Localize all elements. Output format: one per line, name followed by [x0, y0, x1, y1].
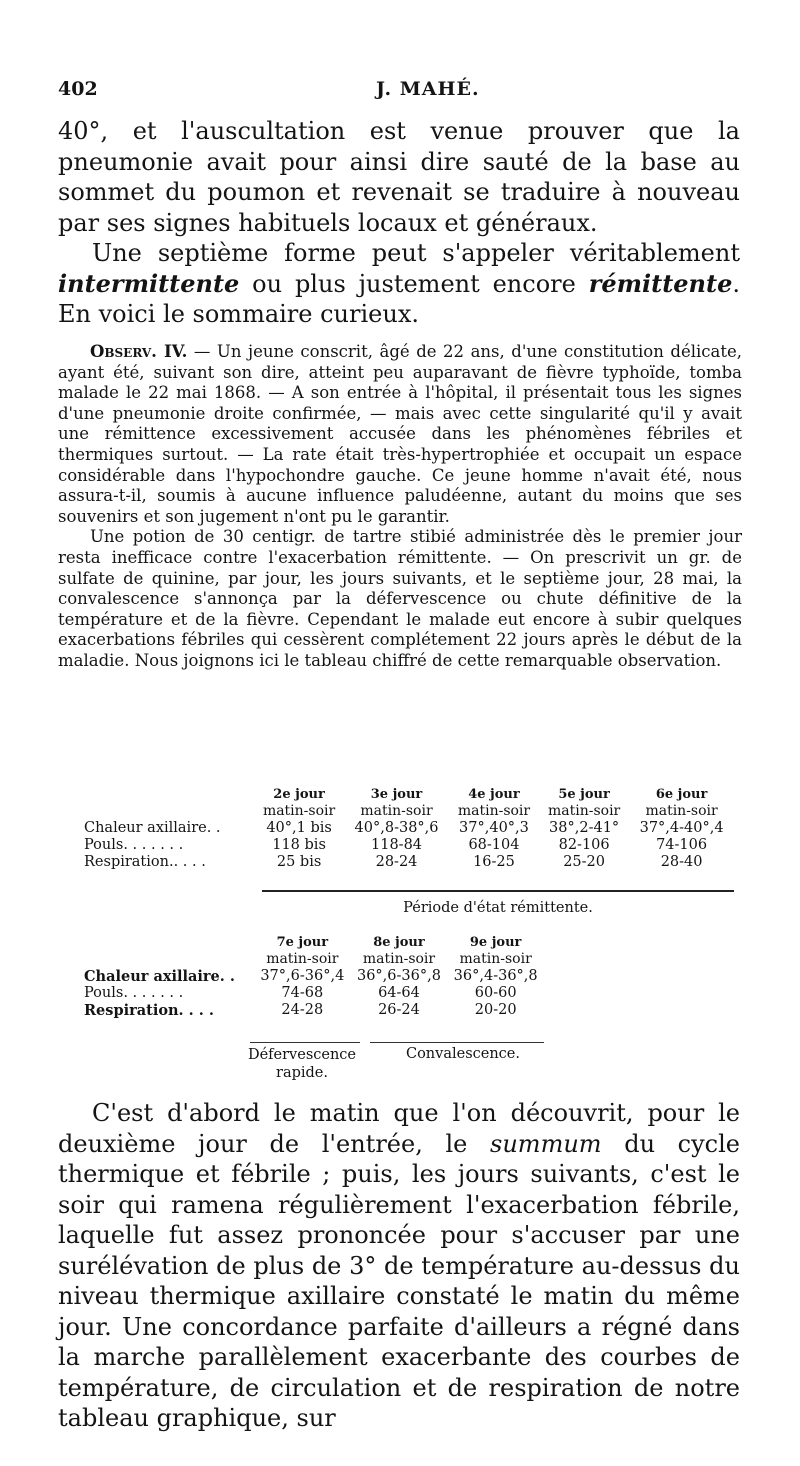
period-bracket [262, 890, 734, 892]
intro-paragraph-2 [58, 238, 740, 330]
day-header: 3e jour [370, 787, 423, 802]
closing-emphasis: summum [490, 1129, 602, 1158]
table-cell: 38°,2-41° [549, 820, 620, 836]
day-header: 7e jour [276, 935, 329, 950]
table-cell: 24-28 [281, 1002, 324, 1018]
page-number: 402 [58, 78, 98, 100]
table-cell: 20-20 [474, 1002, 517, 1018]
table-row [84, 854, 734, 871]
table-cell: 36°,6-36°,8 [356, 968, 441, 984]
bracket-convalescence [370, 1042, 544, 1043]
period-label: Période d'état rémittente. [403, 900, 593, 916]
sub-header: matin-soir [547, 803, 621, 819]
table-cell: 60-60 [474, 985, 517, 1001]
row-label: Respiration. . . . [84, 1002, 214, 1019]
day-header: 9e jour [469, 935, 522, 950]
running-head: J. MAHÉ. [376, 78, 480, 100]
day-header: 8e jour [373, 935, 425, 950]
day-header: 2e jour [273, 787, 325, 802]
table-cell: 16-25 [473, 854, 515, 870]
table-cell: 25 bis [276, 854, 322, 870]
defervescence-label [222, 1046, 382, 1082]
table-cell: 118-84 [371, 837, 423, 853]
table-cell: 28-40 [660, 854, 703, 870]
closing-paragraph [58, 1098, 740, 1434]
day-header: 6e jour [655, 787, 708, 802]
day-header: 5e jour [558, 787, 610, 802]
row-label: Pouls. . . . . . . [84, 837, 184, 853]
table-row [84, 820, 734, 837]
sub-header: matin-soir [459, 951, 532, 967]
table-row [84, 837, 734, 854]
table-cell: 74-106 [656, 837, 708, 853]
defervescence-line-1: Défervescence [247, 1047, 357, 1063]
closing-text [58, 1098, 740, 1434]
row-label: Respiration.. . . . [84, 854, 206, 870]
table-cell: 25-20 [563, 854, 606, 870]
intro-paragraph-1: 40°, et l'auscultation est venue prouver que la pneumonie avait pour ainsi dire sauté de la base au sommet du poumon et revenait se traduire à nouveau par ses signes habituels locaux et généraux. [58, 117, 740, 237]
sub-header: matin-soir [362, 951, 436, 967]
table-cell: 37°,6-36°,4 [260, 968, 345, 984]
table-cell: 37°,4-40°,4 [639, 820, 724, 836]
table-cell: 26-24 [378, 1002, 420, 1018]
observation-text-1: — Un jeune conscrit, âgé de 22 ans, d'une constitution délicate, ayant été, suivant son dire, atteint peu auparavant de fièvre typhoïde, tomba malade le 22 mai 1868. — A son entrée à l'hôpital, il présentait tous les signes d'une pneumonie droite confirmée, — mais avec cette singularité qu'il y avait une rémittence excessivement accusée dans les phénomènes fébriles et thermiques surtout. — La rate était très-hypertrophiée et occupait un espace considérable dans l'hypochondre gauche. Ce jeune homme n'avait été, nous assura-t-il, soumis à aucune influence paludéenne, autant du moins que ses souvenirs et son jugement n'ont pu le garantir. [58, 342, 742, 526]
row-label: Pouls. . . . . . . [84, 985, 184, 1001]
convalescence-label: Convalescence. [405, 1046, 520, 1062]
temperature-table-1 [84, 786, 734, 871]
table-row [84, 985, 544, 1002]
closing-text-pre: C'est d'abord le matin que l'on découvrit, pour le deuxième jour de l'entrée, le [58, 1099, 740, 1158]
defervescence-line-2: rapide. [276, 1065, 328, 1081]
row-label: Chaleur axillaire. . [84, 968, 235, 985]
temperature-table-2 [84, 934, 544, 1019]
day-header: 4e jour [468, 787, 520, 802]
observation-block [58, 342, 742, 672]
page-header [58, 78, 738, 104]
row-label: Chaleur axillaire. . [84, 820, 221, 836]
observation-paragraph-2: Une potion de 30 centigr. de tartre stibié administrée dès le premier jour resta inefficace contre l'exacerbation rémittente. — On prescrivit un gr. de sulfate de quinine, par jour, les jours suivants, et le septième jour, 28 mai, la convalescence s'annonça par la défervescence ou chute définitive de la température et de la fièvre. Cependant le malade eut encore à subir quelques exacerbations fébriles qui cessèrent complétement 22 jours après le début de la maladie. Nous joignons ici le tableau chiffré de cette remarquable observation. [58, 527, 742, 670]
table-row [84, 968, 544, 985]
table-cell: 118 bis [272, 837, 326, 853]
sub-header: matin-soir [266, 951, 339, 967]
table-cell: 68-104 [468, 837, 520, 853]
sub-header: matin-soir [262, 803, 336, 819]
observation-label: Observ. IV. [90, 342, 188, 361]
observation-paragraph-1 [58, 342, 742, 527]
sub-header: matin-soir [645, 803, 718, 819]
bracket-defervescence [250, 1042, 360, 1043]
seventh-form-text: Une septième forme peut s'appeler véritablement intermittente ou plus justement encore rémittente. En voici le sommaire curieux. [58, 239, 740, 328]
closing-text-post: du cycle thermique et fébrile ; puis, les jours suivants, c'est le soir qui ramena régulièrement l'exacerbation fébrile, laquelle fut assez prononcée pour s'accuser par une surélévation de plus de 3° de température au-dessus du niveau thermique axillaire constaté le matin du même jour. Une concordance parfaite d'ailleurs a régné dans la marche parallèlement exacerbante des courbes de température, de circulation et de respiration de notre tableau graphique, sur [58, 1129, 740, 1432]
table-cell: 40°,8-38°,6 [354, 820, 439, 836]
table-row [84, 1002, 544, 1019]
sub-header: matin-soir [457, 803, 531, 819]
table-cell: 82-106 [558, 837, 610, 853]
table-cell: 28-24 [375, 854, 418, 870]
table-cell: 64-64 [378, 985, 420, 1001]
intro-text [58, 116, 740, 330]
table-cell: 36°,4-36°,8 [453, 968, 538, 984]
table-cell: 40°,1 bis [266, 820, 332, 836]
sub-header: matin-soir [360, 803, 433, 819]
table-cell: 37°,40°,3 [459, 820, 529, 836]
table-cell: 74-68 [281, 985, 324, 1001]
